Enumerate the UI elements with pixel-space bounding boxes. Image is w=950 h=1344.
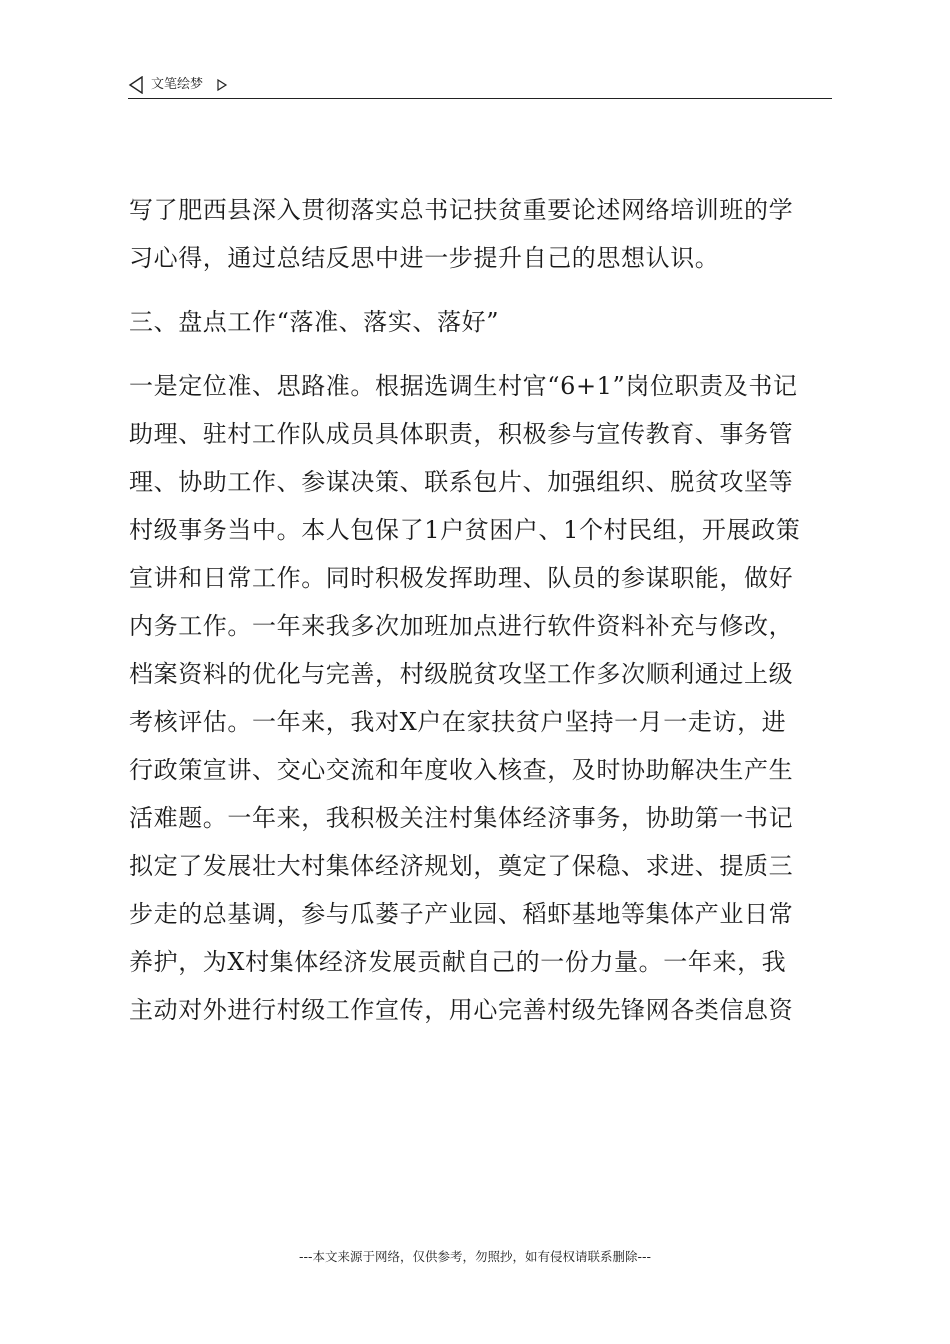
body-line: 步走的总基调，参与瓜蒌子产业园、稻虾基地等集体产业日常 xyxy=(129,900,794,928)
body-line: 一是定位准、思路准。根据选调生村官“6+1”岗位职责及书记 xyxy=(129,372,798,400)
header-title: 文笔绘梦 xyxy=(151,77,204,92)
body-line: 活难题。一年来，我积极关注村集体经济事务，协助第一书记 xyxy=(129,804,794,832)
document-body xyxy=(129,186,839,1034)
triangle-left-outline-icon xyxy=(128,76,144,94)
body-line: 养护，为X村集体经济发展贡献自己的一份力量。一年来，我 xyxy=(129,948,787,976)
page-header xyxy=(128,74,832,99)
body-line: 档案资料的优化与完善，村级脱贫攻坚工作多次顺利通过上级 xyxy=(129,660,794,688)
body-line: 主动对外进行村级工作宣传，用心完善村级先锋网各类信息资 xyxy=(129,996,794,1024)
page-footer: ---本文来源于网络，仅供参考，勿照抄，如有侵权请联系删除--- xyxy=(298,1249,652,1264)
section-heading: 三、盘点工作“落准、落实、落好” xyxy=(129,308,500,336)
body-line: 助理、驻村工作队成员具体职责，积极参与宣传教育、事务管 xyxy=(129,420,794,448)
body-line: 村级事务当中。本人包保了1户贫困户、1个村民组，开展政策 xyxy=(129,516,801,544)
body-line: 拟定了发展壮大村集体经济规划，奠定了保稳、求进、提质三 xyxy=(129,852,794,880)
body-line: 行政策宣讲、交心交流和年度收入核查，及时协助解决生产生 xyxy=(129,756,794,784)
body-line: 习心得，通过总结反思中进一步提升自己的思想认识。 xyxy=(129,244,720,272)
body-line: 理、协助工作、参谋决策、联系包片、加强组织、脱贫攻坚等 xyxy=(129,468,794,496)
body-line: 内务工作。一年来我多次加班加点进行软件资料补充与修改， xyxy=(129,612,794,640)
body-line: 宣讲和日常工作。同时积极发挥助理、队员的参谋职能，做好 xyxy=(129,564,794,592)
triangle-right-outline-icon xyxy=(216,77,228,91)
body-line: 写了肥西县深入贯彻落实总书记扶贫重要论述网络培训班的学 xyxy=(129,196,794,224)
body-line: 考核评估。一年来，我对X户在家扶贫户坚持一月一走访，进 xyxy=(129,708,787,736)
